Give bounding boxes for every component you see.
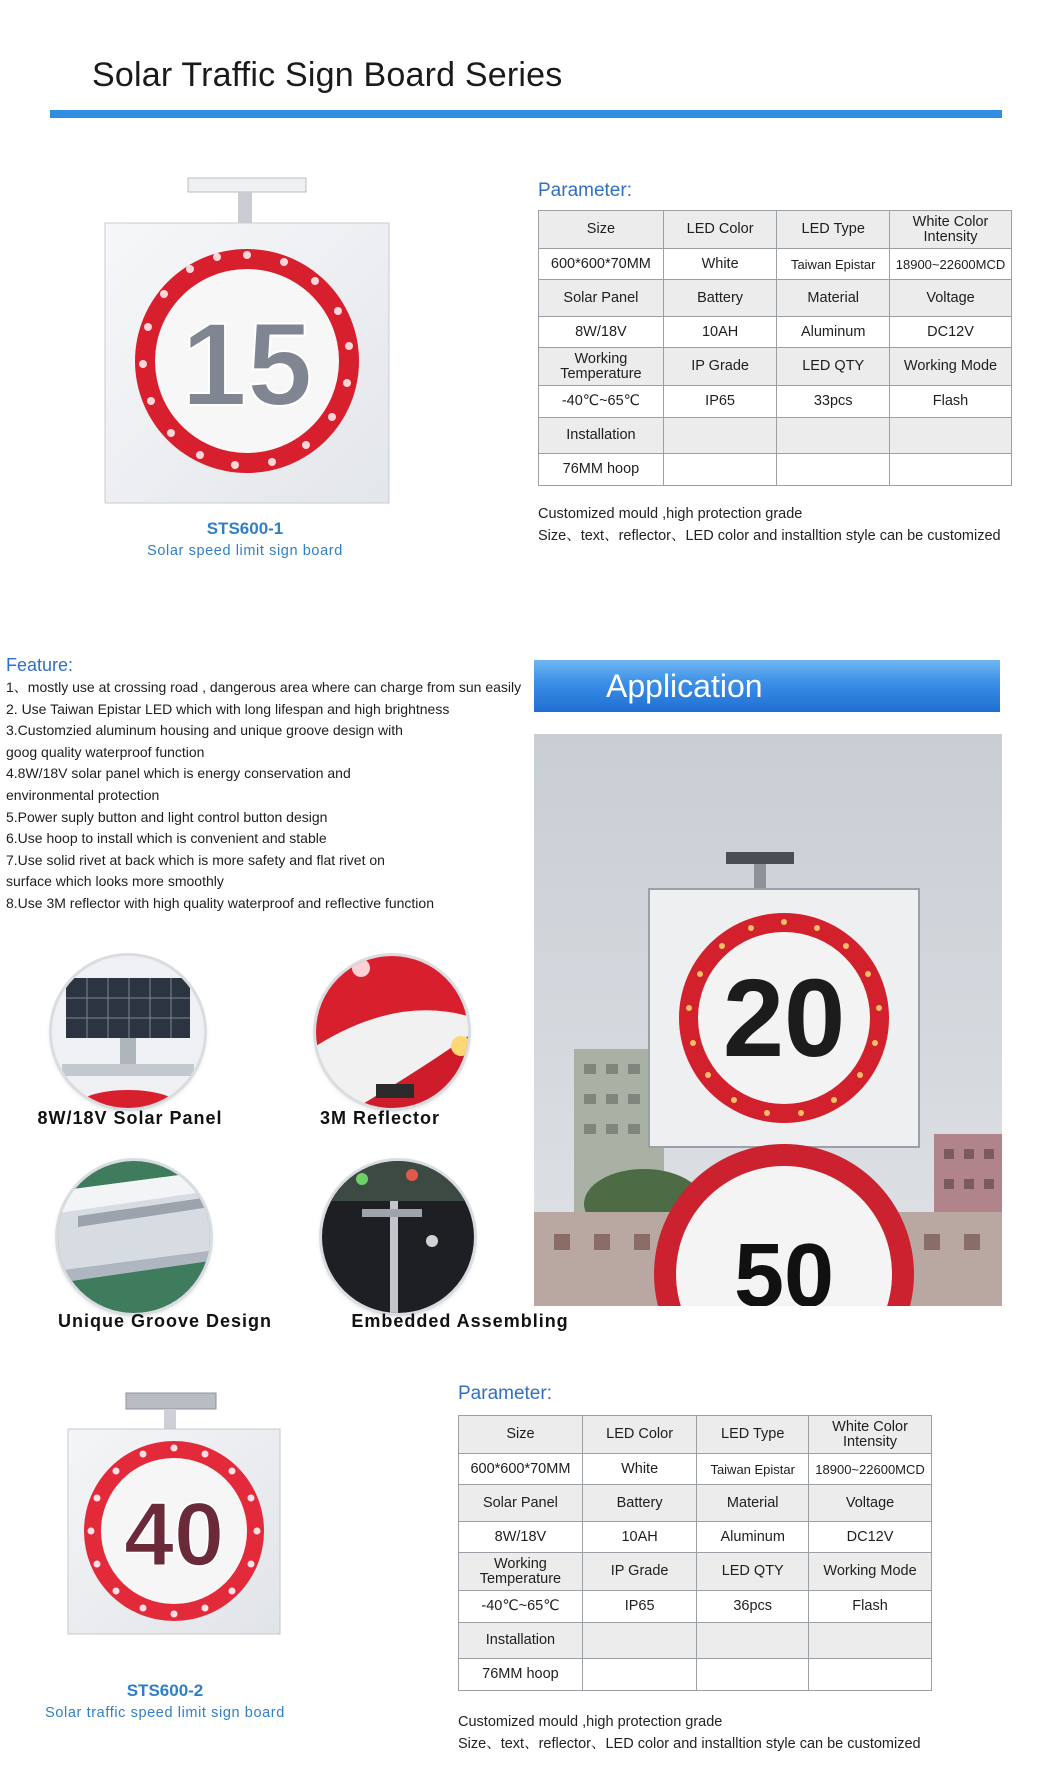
- solar-panel-caption: 8W/18V Solar Panel: [37, 1108, 223, 1128]
- table-cell: Working Temperature: [539, 348, 664, 386]
- table-cell: LED Type: [777, 211, 890, 249]
- title-divider: [50, 110, 1002, 118]
- list-item: surface which looks more smoothly: [6, 873, 224, 890]
- table-cell: Solar Panel: [459, 1485, 583, 1522]
- table-cell: IP65: [582, 1591, 697, 1623]
- embedded-assembling-detail-image: [322, 1161, 474, 1313]
- table-cell: IP Grade: [582, 1553, 697, 1591]
- table-cell: LED Color: [663, 211, 777, 249]
- list-item: 7.Use solid rivet at back which is more safety and flat rivet on: [6, 851, 385, 868]
- table-cell: [697, 1623, 809, 1659]
- table-cell: [582, 1659, 697, 1691]
- product2-subtitle: Solar traffic speed limit sign board: [45, 1705, 285, 1721]
- solar-panel-detail-image: [52, 956, 204, 1108]
- product1-sign-image: [100, 175, 400, 505]
- reflector-caption: 3M Reflector: [319, 1108, 441, 1128]
- application-banner-label: Application: [606, 668, 763, 704]
- table-cell: [890, 454, 1012, 486]
- table-cell: [777, 418, 890, 454]
- list-item: 4.8W/18V solar panel which is energy conservation and: [6, 765, 351, 782]
- list-item: environmental protection: [6, 786, 160, 803]
- table-cell: White: [663, 249, 777, 280]
- table-cell: [809, 1659, 932, 1691]
- table-cell: Working Mode: [890, 348, 1012, 386]
- table-cell: -40℃~65℃: [459, 1591, 583, 1623]
- table-cell: White: [582, 1454, 697, 1485]
- reflector-detail-image: [316, 956, 468, 1108]
- note-line: Size、text、reflector、LED color and installtion style can be customized: [458, 1736, 921, 1752]
- table-cell: 33pcs: [777, 386, 890, 418]
- groove-design-detail-image: [58, 1161, 210, 1313]
- table-cell: Aluminum: [777, 317, 890, 348]
- list-item: 3.Customzied aluminum housing and unique groove design with: [6, 722, 403, 739]
- product2-model: STS600-2: [126, 1681, 204, 1700]
- table-cell: 36pcs: [697, 1591, 809, 1623]
- table-cell: [777, 454, 890, 486]
- application-sign-number: 20: [722, 957, 846, 1080]
- embedded-assembling-caption: Embedded Assembling: [351, 1311, 569, 1331]
- table-cell: [663, 454, 777, 486]
- product2-parameter-table: [458, 1415, 932, 1691]
- note-line: Size、text、reflector、LED color and installtion style can be customized: [538, 528, 1001, 544]
- product2-parameter-heading: Parameter:: [458, 1383, 552, 1404]
- list-item: 1、mostly use at crossing road , dangerous area where can charge from sun easily: [6, 679, 522, 695]
- table-cell: Installation: [539, 418, 664, 454]
- table-cell: [697, 1659, 809, 1691]
- product2-sign-number: 40: [123, 1485, 225, 1585]
- table-cell: 8W/18V: [459, 1522, 583, 1553]
- product2-sign-image: [60, 1385, 290, 1650]
- table-cell: IP Grade: [663, 348, 777, 386]
- feature-list: [6, 677, 536, 915]
- table-cell: [663, 418, 777, 454]
- table-cell: Flash: [809, 1591, 932, 1623]
- table-cell: Size: [539, 211, 664, 249]
- table-cell: 600*600*70MM: [539, 249, 664, 280]
- table-cell: Battery: [582, 1485, 697, 1522]
- table-cell: LED Color: [582, 1416, 697, 1454]
- table-cell: Solar Panel: [539, 280, 664, 317]
- table-cell: LED QTY: [777, 348, 890, 386]
- table-cell: 10AH: [663, 317, 777, 348]
- table-cell: -40℃~65℃: [539, 386, 664, 418]
- page-title: Solar Traffic Sign Board Series: [92, 56, 563, 94]
- product1-parameter-table: [538, 210, 1012, 486]
- table-cell: [890, 418, 1012, 454]
- note-line: Customized mould ,high protection grade: [538, 506, 803, 522]
- list-item: 5.Power suply button and light control button design: [6, 808, 328, 825]
- list-item: goog quality waterproof function: [6, 743, 205, 760]
- table-cell: Taiwan Epistar: [777, 249, 890, 280]
- table-cell: [809, 1623, 932, 1659]
- table-cell: Size: [459, 1416, 583, 1454]
- table-cell: Installation: [459, 1623, 583, 1659]
- list-item: 8.Use 3M reflector with high quality waterproof and reflective function: [6, 894, 434, 911]
- table-cell: Battery: [663, 280, 777, 317]
- table-cell: 18900~22600MCD: [890, 249, 1012, 280]
- table-cell: 76MM hoop: [539, 454, 664, 486]
- table-cell: White Color Intensity: [809, 1416, 932, 1454]
- product1-notes: [538, 503, 1038, 547]
- list-item: 2. Use Taiwan Epistar LED which with long lifespan and high brightness: [6, 700, 450, 717]
- application-banner: [534, 660, 1000, 712]
- table-cell: LED Type: [697, 1416, 809, 1454]
- product2-notes: [458, 1711, 978, 1755]
- feature-heading: Feature:: [6, 655, 74, 675]
- application-photo: [534, 734, 1002, 1306]
- table-cell: 76MM hoop: [459, 1659, 583, 1691]
- product1-parameter-heading: Parameter:: [538, 180, 632, 201]
- product1-subtitle: Solar speed limit sign board: [147, 543, 343, 559]
- table-cell: 600*600*70MM: [459, 1454, 583, 1485]
- table-cell: Working Mode: [809, 1553, 932, 1591]
- table-cell: 8W/18V: [539, 317, 664, 348]
- product1-sign-number: 15: [181, 299, 313, 431]
- groove-design-caption: Unique Groove Design: [57, 1311, 273, 1331]
- product1-model: STS600-1: [206, 519, 284, 538]
- table-cell: Material: [697, 1485, 809, 1522]
- table-cell: Taiwan Epistar: [697, 1454, 809, 1485]
- table-cell: IP65: [663, 386, 777, 418]
- table-cell: Material: [777, 280, 890, 317]
- table-cell: White Color Intensity: [890, 211, 1012, 249]
- table-cell: Voltage: [809, 1485, 932, 1522]
- table-cell: LED QTY: [697, 1553, 809, 1591]
- table-cell: [582, 1623, 697, 1659]
- list-item: 6.Use hoop to install which is convenient and stable: [6, 830, 327, 847]
- table-cell: Flash: [890, 386, 1012, 418]
- table-cell: DC12V: [890, 317, 1012, 348]
- table-cell: Working Temperature: [459, 1553, 583, 1591]
- table-cell: 10AH: [582, 1522, 697, 1553]
- note-line: Customized mould ,high protection grade: [458, 1714, 723, 1730]
- table-cell: Aluminum: [697, 1522, 809, 1553]
- table-cell: DC12V: [809, 1522, 932, 1553]
- table-cell: Voltage: [890, 280, 1012, 317]
- application-lower-sign-number: 50: [733, 1226, 835, 1306]
- table-cell: 18900~22600MCD: [809, 1454, 932, 1485]
